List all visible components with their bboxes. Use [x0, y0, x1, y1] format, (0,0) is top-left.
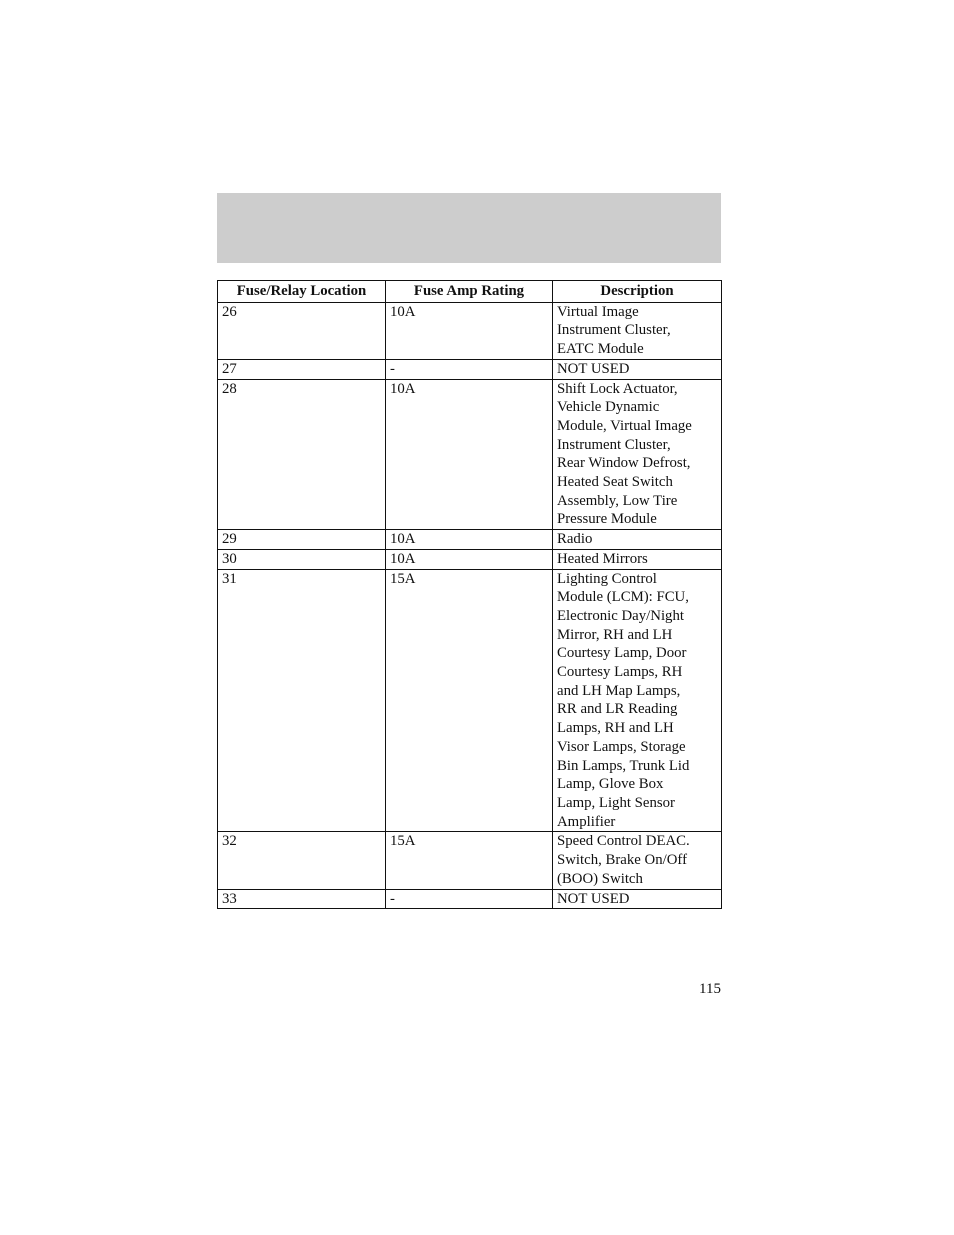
description-line: EATC Module	[557, 341, 644, 358]
description-line: Heated Mirrors	[557, 550, 648, 567]
column-header-description: Description	[553, 281, 722, 303]
description-line: Mirror, RH and LH	[557, 626, 673, 643]
description-line: Vehicle Dynamic	[557, 399, 660, 416]
cell-description	[553, 379, 722, 530]
description-line: Pressure Module	[557, 511, 657, 528]
description-line: Rear Window Defrost,	[557, 455, 691, 472]
description-line: Lamps, RH and LH	[557, 720, 674, 737]
cell-location: 28	[218, 379, 386, 530]
description-line: Module (LCM): FCU,	[557, 589, 689, 606]
description-line: RR and LR Reading	[557, 701, 678, 718]
description-line: Amplifier	[557, 813, 616, 830]
cell-rating: 10A	[386, 302, 553, 359]
description-line: (BOO) Switch	[557, 870, 643, 887]
description-line: Lamp, Light Sensor	[557, 794, 675, 811]
table-row	[218, 379, 722, 530]
fuse-table	[217, 280, 722, 909]
cell-description	[553, 359, 722, 379]
cell-location: 31	[218, 569, 386, 832]
description-line: Lamp, Glove Box	[557, 776, 664, 793]
cell-description	[553, 569, 722, 832]
cell-location: 32	[218, 832, 386, 889]
table-row	[218, 889, 722, 909]
description-line: Bin Lamps, Trunk Lid	[557, 757, 690, 774]
page-number: 115	[699, 981, 721, 997]
table-row	[218, 530, 722, 550]
table-row	[218, 549, 722, 569]
description-line: Shift Lock Actuator,	[557, 380, 678, 397]
description-line: Visor Lamps, Storage	[557, 738, 686, 755]
cell-location: 27	[218, 359, 386, 379]
cell-rating: 10A	[386, 549, 553, 569]
description-line: Speed Control DEAC.	[557, 833, 690, 850]
table-row	[218, 302, 722, 359]
description-line: Instrument Cluster,	[557, 436, 671, 453]
table-row	[218, 569, 722, 832]
column-header-rating: Fuse Amp Rating	[386, 281, 553, 303]
cell-rating: -	[386, 359, 553, 379]
description-line: NOT USED	[557, 360, 630, 377]
cell-location: 30	[218, 549, 386, 569]
table-header-row	[218, 281, 722, 303]
table-row	[218, 832, 722, 889]
description-line: Courtesy Lamps, RH	[557, 664, 683, 681]
cell-description	[553, 832, 722, 889]
description-line: Virtual Image	[557, 303, 639, 320]
section-header-band	[217, 193, 721, 263]
description-line: Switch, Brake On/Off	[557, 852, 688, 869]
cell-description	[553, 889, 722, 909]
description-line: and LH Map Lamps,	[557, 682, 681, 699]
description-line: Instrument Cluster,	[557, 322, 671, 339]
cell-rating: -	[386, 889, 553, 909]
cell-rating: 15A	[386, 832, 553, 889]
cell-description	[553, 530, 722, 550]
cell-location: 33	[218, 889, 386, 909]
description-line: Lighting Control	[557, 570, 657, 587]
description-line: Electronic Day/Night	[557, 607, 684, 624]
cell-rating: 15A	[386, 569, 553, 832]
description-line: NOT USED	[557, 890, 630, 907]
description-line: Heated Seat Switch	[557, 474, 673, 491]
cell-location: 26	[218, 302, 386, 359]
column-header-location: Fuse/Relay Location	[218, 281, 386, 303]
description-line: Courtesy Lamp, Door	[557, 645, 687, 662]
table-row	[218, 359, 722, 379]
cell-location: 29	[218, 530, 386, 550]
table-body	[218, 302, 722, 909]
cell-description	[553, 549, 722, 569]
cell-rating: 10A	[386, 530, 553, 550]
cell-description	[553, 302, 722, 359]
description-line: Radio	[557, 531, 593, 548]
description-line: Module, Virtual Image	[557, 417, 692, 434]
cell-rating: 10A	[386, 379, 553, 530]
description-line: Assembly, Low Tire	[557, 492, 678, 509]
